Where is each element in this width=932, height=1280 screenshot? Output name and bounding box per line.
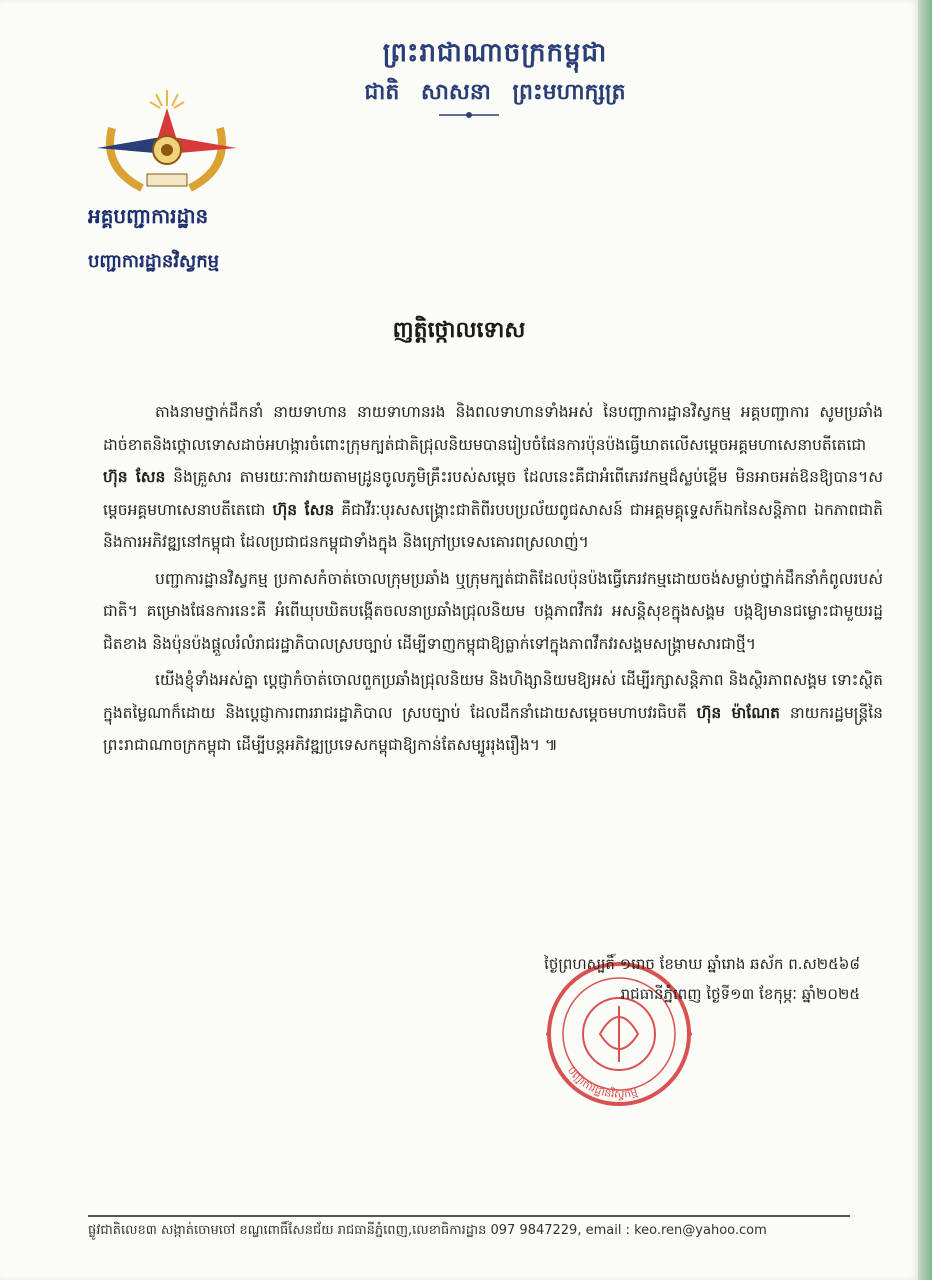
paragraph-3: [103, 664, 883, 762]
military-emblem-icon: [92, 88, 242, 200]
footer-address: ផ្លូវជាតិលេខ៣ សង្កាត់ចោមចៅ ខណ្ឌពោធិ៍សែនជ័យ រាជធានីភ្នំពេញ,លេខាធិការដ្ឋាន 097 9847229, email : keo.ren@yahoo.com: [88, 1223, 767, 1238]
date-solar: រាជធានីភ្នំពេញ ថ្ងៃទី១៣ ខែកុម្ភៈ ឆ្នាំ២០២៥: [620, 985, 860, 1003]
official-seal-stamp-icon: [530, 960, 708, 1108]
document-body: [103, 396, 883, 766]
kingdom-title: ព្រះរាជាណាចក្រកម្ពុជា: [382, 38, 608, 68]
seal-caption: បញ្ជាការដ្ឋានវិស្វកម្ម: [565, 1064, 639, 1101]
paragraph-1: [103, 396, 883, 559]
footer-divider: [88, 1215, 850, 1217]
date-lunar: ថ្ងៃព្រហស្បតិ៍ ១រោច ខែមាឃ ឆ្នាំរោង ឆស័ក ព.ស២៥៦៨: [544, 955, 860, 973]
paragraph-2: បញ្ជាការដ្ឋានវិស្វកម្ម ប្រកាសកំចាត់ចោលក្រុមប្រឆាំង ឬក្រុមក្បត់ជាតិដែលប៉ុនប៉ងធ្វើភេរវកម្មដោយចង់សម្លាប់ថ្នាក់ដឹកនាំកំពូលរបស់ជាតិ។ គម្រោងផែនការនេះគឺ អំពើឃុបឃិតបង្កើតចលនាប្រឆាំងជ្រុលនិយម បង្កភាពវឹកវរ អសន្តិសុខក្នុងសង្គម បង្កឱ្យមានជម្លោះជាមួយរដ្ឋជិតខាង និងប៉ុនប៉ងផ្តួលរំលំរាជរដ្ឋាភិបាលស្របច្បាប់ ដើម្បីទាញកម្ពុជាឱ្យធ្លាក់ទៅក្នុងភាពវឹកវរសង្គមសង្គ្រាមសារជាថ្មី។: [103, 569, 883, 653]
kingdom-header: [330, 36, 660, 110]
paragraph-3-text-b: នាយករដ្ឋមន្ត្រីនៃព្រះរាជាណាចក្រកម្ពុជា ដើម្បីបន្តអភិវឌ្ឍប្រទេសកម្ពុជាឱ្យកាន់តែសម្បូររុងរឿង។ ៕: [103, 703, 884, 754]
document-title: ញត្តិថ្កោលទោស: [392, 317, 526, 343]
organization-line-2: បញ្ជាការដ្ឋានវិស្វកម្ម: [88, 251, 220, 272]
paragraph-3-text-a: យើងខ្ញុំទាំងអស់គ្នា ប្តេជ្ញាកំចាត់ចោលពួកប្រឆាំងជ្រុលនិយម និងហិង្សានិយមឱ្យអស់ ដើម្បីរក្សាសន្តិភាព និងស្ថិរភាពសង្គម ទោះស្ថិតក្នុងតម្លៃណាក៏ដោយ និងប្តេជ្ញាការពាររាជរដ្ឋាភិបាល ស្របច្បាប់ ដែលដឹកនាំដោយសម្តេចមហាបវរធិបតី: [103, 671, 883, 722]
name-hun-manet: ហ៊ុន ម៉ាណែត: [696, 703, 780, 722]
national-motto: ជាតិ សាសនា ព្រះមហាក្សត្រ: [364, 79, 626, 105]
header-ornament-divider: [437, 110, 501, 120]
paragraph-1-text-b: និងគ្រួសារ តាមរយៈការវាយតាមដ្រូនចូលភូមិគ្រឹះរបស់សម្តេច ដែលនេះគឺជាអំពើភេរវកម្មដ៏ស្លប់ខ្ពើម មិនអាចអត់ឱនឱ្យបាន។សម្តេចអគ្គមហាសេនាបតីតេជោ: [103, 468, 883, 519]
paragraph-1-text-c: គឺជាវីរៈបុរសសង្គ្រោះជាតិពីរបបប្រល័យពូជសាសន៍ ជាអគ្គមគ្គុទ្ទេសក៍ឯកនៃសន្តិភាព ឯកភាពជាតិ និងការអភិវឌ្ឍនៅកម្ពុជា ដែលប្រជាជនកម្ពុជាទាំងក្នុង និងក្រៅប្រទេសគោរពស្រលាញ់។: [103, 500, 883, 551]
paragraph-1-text-a: តាងនាមថ្នាក់ដឹកនាំ នាយទាហាន នាយទាហានរង និងពលទាហានទាំងអស់ នៃបញ្ជាការដ្ឋានវិស្វកម្ម អគ្គបញ្ជាការ សូមប្រឆាំងដាច់ខាតនិងថ្កោលទោសដាច់អហង្ការចំពោះក្រុមក្បត់ជាតិជ្រុលនិយមបានរៀបចំផែនការប៉ុនប៉ងធ្វើឃាតលើសម្តេចអគ្គមហាសេនាបតីតេជោ: [103, 403, 883, 454]
name-hun-sen-1: ហ៊ុន សែន: [103, 468, 166, 486]
name-hun-sen-2: ហ៊ុន សែន: [272, 500, 335, 519]
organization-line-1: អគ្គបញ្ជាការដ្ឋាន: [88, 204, 209, 228]
page-edge: [918, 0, 932, 1280]
